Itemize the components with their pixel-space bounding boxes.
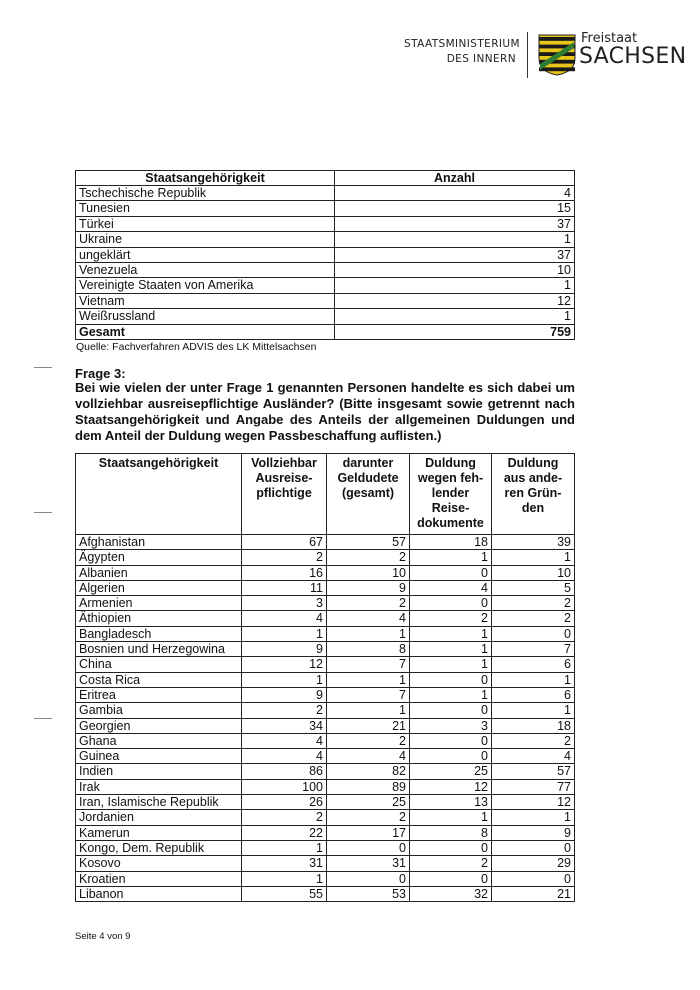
table-cell: Vereinigte Staaten von Amerika: [76, 278, 335, 293]
table-cell: 4: [327, 749, 410, 764]
table-cell: 759: [335, 324, 575, 339]
table-cell: 4: [492, 749, 575, 764]
table-row: [76, 293, 575, 308]
table-cell: 1: [242, 871, 327, 886]
column-header-line: den: [521, 501, 545, 515]
table-cell: Kroatien: [76, 871, 242, 886]
table-cell: Iran, Islamische Republik: [76, 795, 242, 810]
table-cell: 9: [242, 687, 327, 702]
table-cell: 18: [410, 535, 492, 550]
table-cell: Äthiopien: [76, 611, 242, 626]
table-cell: 55: [242, 886, 327, 901]
table-cell: 0: [410, 733, 492, 748]
column-header: [410, 454, 492, 535]
column-header-line: Geldudete: [337, 471, 399, 485]
column-header: [76, 454, 242, 535]
table-cell: 2: [492, 733, 575, 748]
column-header: Anzahl: [335, 171, 575, 186]
table-cell: 12: [410, 779, 492, 794]
table-row: [76, 657, 575, 672]
margin-mark: [34, 718, 52, 719]
table-cell: 13: [410, 795, 492, 810]
table-cell: 1: [242, 626, 327, 641]
table-cell: 7: [492, 642, 575, 657]
table-cell: 10: [492, 565, 575, 580]
table-cell: 32: [410, 886, 492, 901]
table-cell: 7: [327, 687, 410, 702]
table-cell: 2: [327, 733, 410, 748]
column-header-line: Reise-: [431, 501, 470, 515]
table-cell: 2: [242, 703, 327, 718]
table-cell: 1: [327, 672, 410, 687]
table-row: [76, 856, 575, 871]
table-cell: 9: [242, 642, 327, 657]
table-row: [76, 216, 575, 231]
table-cell: 15: [335, 201, 575, 216]
table-cell: 0: [410, 749, 492, 764]
source-note: Quelle: Fachverfahren ADVIS des LK Mittelsachsen: [76, 341, 317, 353]
table-cell: Kongo, Dem. Republik: [76, 840, 242, 855]
column-header-line: Vollziehbar: [251, 456, 317, 470]
table-row: [76, 886, 575, 901]
table-cell: 37: [335, 216, 575, 231]
table-row: [76, 580, 575, 595]
table-cell: 4: [242, 611, 327, 626]
table-cell: 1: [410, 626, 492, 641]
column-header: [492, 454, 575, 535]
table-cell: 1: [492, 810, 575, 825]
table-row: [76, 840, 575, 855]
table-cell: 10: [335, 263, 575, 278]
table-row: [76, 611, 575, 626]
table-cell: Bosnien und Herzegowina: [76, 642, 242, 657]
table-cell: 26: [242, 795, 327, 810]
table-cell: Weißrussland: [76, 309, 335, 324]
table-cell: 1: [410, 642, 492, 657]
margin-mark: [34, 367, 52, 368]
table-cell: 1: [492, 550, 575, 565]
question-text: Bei wie vielen der unter Frage 1 genannten Personen handelte es sich dabei um vollziehbar ausreisepflichtige Ausländer? (Bitte insgesamt sowie getrennt nach Staatsangehörigkeit und Angabe des Anteils der allgemeinen Duldungen und dem Anteil der Duldung wegen Passbeschaffung auflisten.): [75, 380, 575, 443]
table-cell: 53: [327, 886, 410, 901]
crest-stripe: [539, 37, 575, 41]
column-header: [327, 454, 410, 535]
table-row: [76, 247, 575, 262]
table-cell: 1: [492, 672, 575, 687]
saxony-crest-icon: [538, 34, 576, 76]
table-cell: 0: [410, 565, 492, 580]
table-row: [76, 672, 575, 687]
table-cell: Indien: [76, 764, 242, 779]
table-cell: 2: [242, 810, 327, 825]
ministry-line-2: DES INNERN: [446, 53, 516, 65]
table-cell: China: [76, 657, 242, 672]
table-cell: Kamerun: [76, 825, 242, 840]
table-cell: Ukraine: [76, 232, 335, 247]
table-cell: Kosovo: [76, 856, 242, 871]
column-header: Staatsangehörigkeit: [76, 171, 335, 186]
table-cell: 82: [327, 764, 410, 779]
table-cell: 29: [492, 856, 575, 871]
table-cell: 1: [410, 687, 492, 702]
table-row: [76, 810, 575, 825]
column-header-line: pflichtige: [256, 486, 312, 500]
table-cell: Costa Rica: [76, 672, 242, 687]
table-cell: 11: [242, 580, 327, 595]
table-cell: 7: [327, 657, 410, 672]
table-cell: 1: [492, 703, 575, 718]
table-cell: 18: [492, 718, 575, 733]
table-cell: 17: [327, 825, 410, 840]
table-cell: 25: [327, 795, 410, 810]
table-cell: 3: [242, 596, 327, 611]
table-cell: 1: [242, 840, 327, 855]
table-cell: 4: [242, 733, 327, 748]
table-cell: 1: [327, 703, 410, 718]
table-row: [76, 642, 575, 657]
table-row: [76, 687, 575, 702]
total-row: [76, 324, 575, 339]
table-cell: 2: [327, 596, 410, 611]
table-cell: 9: [327, 580, 410, 595]
table-cell: Armenien: [76, 596, 242, 611]
table-cell: Jordanien: [76, 810, 242, 825]
page-number: Seite 4 von 9: [75, 931, 131, 942]
table-row: [76, 565, 575, 580]
table-cell: 31: [242, 856, 327, 871]
state-line-2: SACHSEN: [579, 44, 687, 69]
column-header-line: dokumente: [417, 516, 484, 530]
table-row: [76, 550, 575, 565]
table-cell: Irak: [76, 779, 242, 794]
table-cell: 3: [410, 718, 492, 733]
table-cell: 1: [327, 626, 410, 641]
question-title: Frage 3:: [75, 366, 126, 381]
table-cell: 37: [335, 247, 575, 262]
table-row: [76, 263, 575, 278]
table-cell: 1: [242, 672, 327, 687]
table-cell: 86: [242, 764, 327, 779]
table-row: [76, 278, 575, 293]
table-row: [76, 596, 575, 611]
table-cell: 0: [410, 840, 492, 855]
table-cell: Afghanistan: [76, 535, 242, 550]
table-cell: 0: [492, 840, 575, 855]
margin-mark: [34, 512, 52, 513]
table-cell: Ghana: [76, 733, 242, 748]
column-header: [242, 454, 327, 535]
table-cell: 100: [242, 779, 327, 794]
table-cell: 8: [327, 642, 410, 657]
table-cell: 1: [335, 278, 575, 293]
table-cell: 12: [242, 657, 327, 672]
table-cell: 39: [492, 535, 575, 550]
table-cell: 0: [410, 871, 492, 886]
table-cell: 2: [410, 856, 492, 871]
table-row: [76, 201, 575, 216]
table-cell: 6: [492, 657, 575, 672]
table-cell: Algerien: [76, 580, 242, 595]
table-cell: 4: [242, 749, 327, 764]
table-row: [76, 535, 575, 550]
table-cell: Ägypten: [76, 550, 242, 565]
table-cell: 8: [410, 825, 492, 840]
table-cell: 0: [492, 626, 575, 641]
state-wordmark: [579, 32, 686, 68]
column-header-line: wegen feh-: [417, 471, 484, 485]
table-cell: 2: [327, 810, 410, 825]
table-cell: Georgien: [76, 718, 242, 733]
column-header-line: Duldung: [507, 456, 559, 470]
table-cell: 2: [492, 596, 575, 611]
column-header-line: Ausreise-: [255, 471, 313, 485]
table-row: [76, 871, 575, 886]
table-cell: Türkei: [76, 216, 335, 231]
deportation-duty-table: [75, 453, 575, 902]
table-cell: 0: [410, 672, 492, 687]
table-row: [76, 779, 575, 794]
table-row: [76, 795, 575, 810]
table-row: [76, 825, 575, 840]
table-cell: 2: [410, 611, 492, 626]
table-cell: 10: [327, 565, 410, 580]
table-cell: 16: [242, 565, 327, 580]
table-cell: Bangladesch: [76, 626, 242, 641]
table-cell: 12: [335, 293, 575, 308]
table-cell: Eritrea: [76, 687, 242, 702]
table-cell: Tunesien: [76, 201, 335, 216]
table-cell: 57: [492, 764, 575, 779]
table-cell: 25: [410, 764, 492, 779]
table-cell: 2: [242, 550, 327, 565]
table-row: [76, 309, 575, 324]
table-row: [76, 764, 575, 779]
table-row: [76, 733, 575, 748]
table-cell: 21: [327, 718, 410, 733]
table-cell: 1: [335, 309, 575, 324]
ministry-line-1: STAATSMINISTERIUM: [404, 38, 520, 50]
table-cell: Venezuela: [76, 263, 335, 278]
table-cell: 89: [327, 779, 410, 794]
table-cell: 5: [492, 580, 575, 595]
column-header-line: Duldung: [425, 456, 476, 470]
table-cell: 9: [492, 825, 575, 840]
column-header-line: lender: [431, 486, 470, 500]
column-header-line: darunter: [342, 456, 394, 470]
table-cell: 2: [327, 550, 410, 565]
table-cell: 77: [492, 779, 575, 794]
table-cell: 22: [242, 825, 327, 840]
table-cell: Albanien: [76, 565, 242, 580]
table-cell: 34: [242, 718, 327, 733]
column-header-line: ren Grün-: [504, 486, 562, 500]
table-cell: 12: [492, 795, 575, 810]
table-cell: 4: [335, 186, 575, 201]
nationality-count-table: [75, 170, 575, 340]
table-header-row: [76, 454, 575, 535]
table-cell: Vietnam: [76, 293, 335, 308]
table-cell: Gesamt: [76, 324, 335, 339]
column-header-line: (gesamt): [341, 486, 395, 500]
table-cell: 31: [327, 856, 410, 871]
table-cell: Libanon: [76, 886, 242, 901]
table-cell: 1: [410, 810, 492, 825]
table-cell: 1: [410, 657, 492, 672]
table-cell: 0: [327, 840, 410, 855]
table-cell: 4: [327, 611, 410, 626]
table-cell: Gambia: [76, 703, 242, 718]
table-header-row: [76, 171, 575, 186]
state-line-1: Freistaat: [581, 31, 638, 46]
column-header-line: Staatsangehörigkeit: [98, 456, 219, 470]
table-cell: 0: [492, 871, 575, 886]
table-cell: Tschechische Republik: [76, 186, 335, 201]
table-row: [76, 749, 575, 764]
table-row: [76, 186, 575, 201]
table-cell: 67: [242, 535, 327, 550]
table-cell: 0: [327, 871, 410, 886]
table-cell: 6: [492, 687, 575, 702]
table-row: [76, 718, 575, 733]
table-cell: 21: [492, 886, 575, 901]
column-header-line: aus ande-: [503, 471, 563, 485]
table-cell: 0: [410, 703, 492, 718]
table-cell: 1: [335, 232, 575, 247]
table-cell: 2: [492, 611, 575, 626]
table-cell: ungeklärt: [76, 247, 335, 262]
crest-stripe: [539, 67, 575, 71]
ministry-name: [404, 37, 520, 67]
table-cell: 57: [327, 535, 410, 550]
table-cell: Guinea: [76, 749, 242, 764]
table-cell: 1: [410, 550, 492, 565]
table-row: [76, 626, 575, 641]
table-cell: 4: [410, 580, 492, 595]
header-divider: [527, 32, 528, 78]
table-row: [76, 703, 575, 718]
table-cell: 0: [410, 596, 492, 611]
table-row: [76, 232, 575, 247]
